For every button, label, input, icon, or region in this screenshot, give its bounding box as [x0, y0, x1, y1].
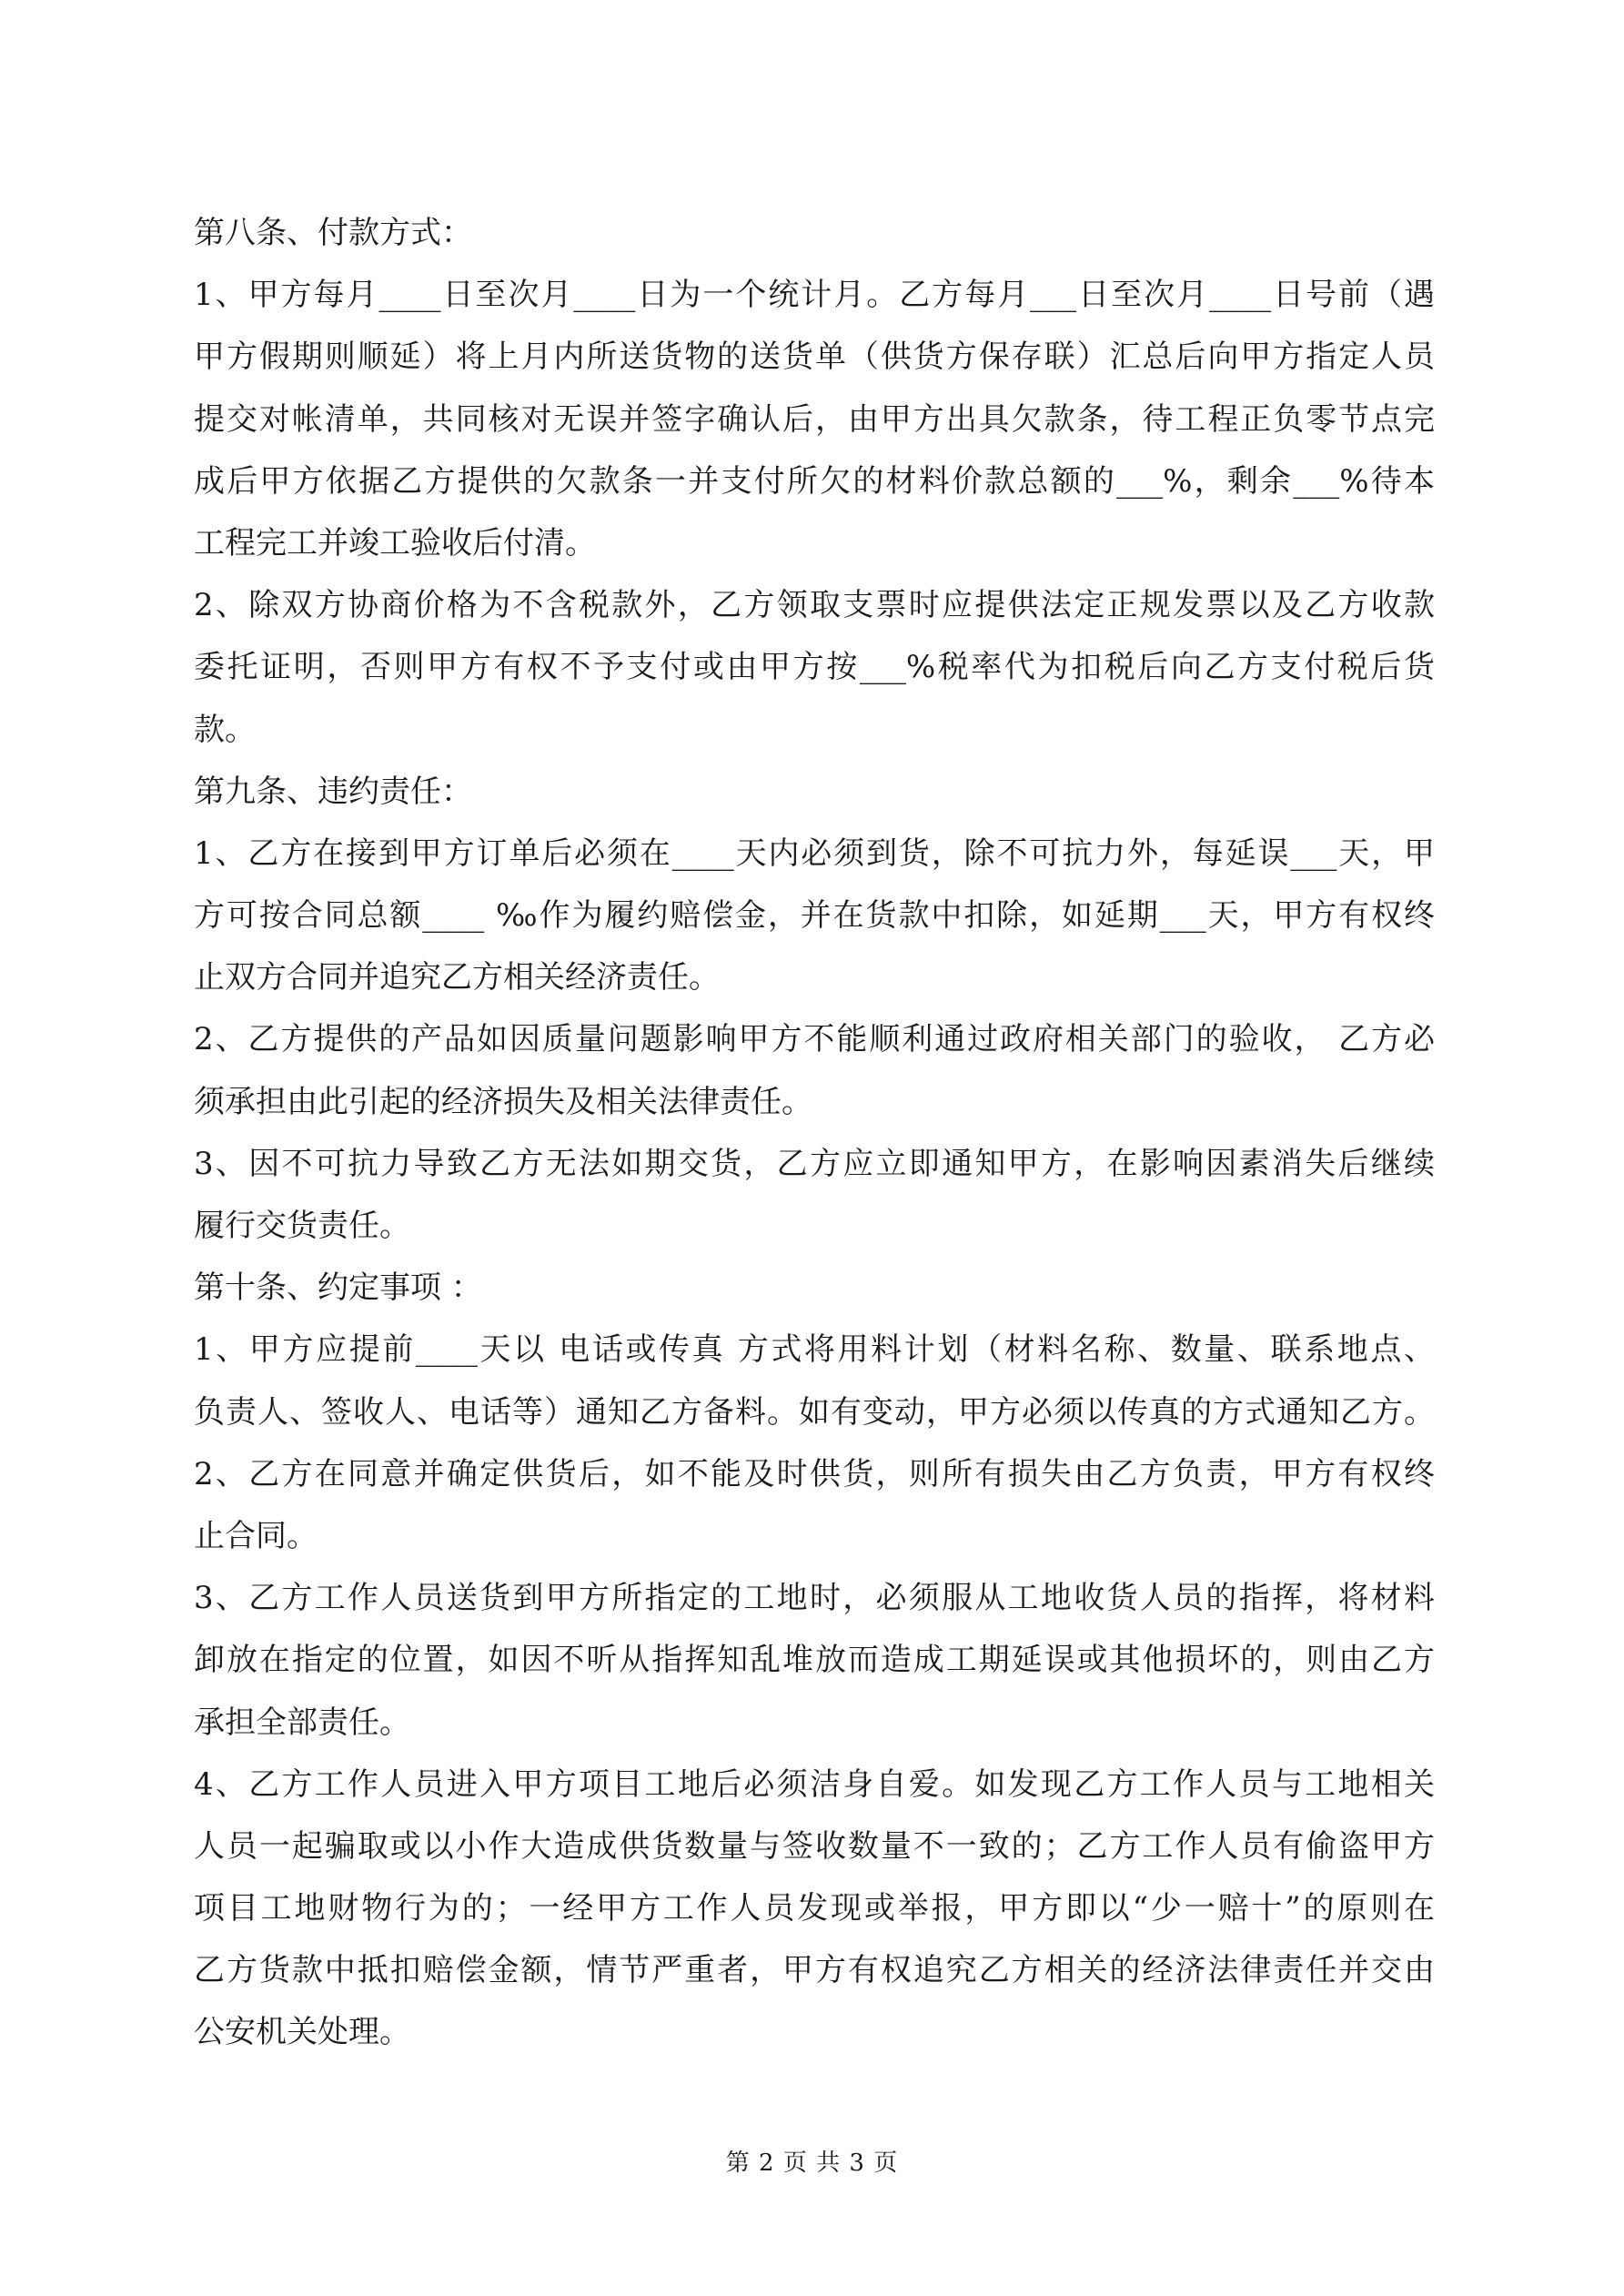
text-line: 款。: [194, 711, 256, 748]
text-line: 1、甲方应提前____天以 电话或传真 方式将用料计划（材料名称、数量、联系地点、: [194, 1331, 1435, 1369]
text-line: 2、除双方协商价格为不含税款外，乙方领取支票时应提供法定正规发票以及乙方收款: [194, 587, 1435, 624]
text-line: 负责人、签收人、电话等）通知乙方备料。如有变动，甲方必须以传真的方式通知乙方。: [194, 1393, 1435, 1431]
text-line: 第九条、违约责任：: [194, 773, 472, 810]
text-line: 第十条、约定事项 ：: [194, 1269, 482, 1307]
text-line: 止双方合同并追究乙方相关经济责任。: [194, 959, 720, 996]
text-line: 甲方假期则顺延）将上月内所送货物的送货单（供货方保存联）汇总后向甲方指定人员: [194, 339, 1435, 376]
text-line: 履行交货责任。: [194, 1208, 410, 1244]
text-line: 3、乙方工作人员送货到甲方所指定的工地时，必须服从工地收货人员的指挥，将材料: [194, 1580, 1435, 1617]
page-footer: 第 2 页 共 3 页: [725, 2149, 899, 2177]
text-line: 承担全部责任。: [194, 1704, 410, 1741]
text-line: 项目工地财物行为的；一经甲方工作人员发现或举报，甲方即以“少一赔十”的原则在: [194, 1890, 1435, 1927]
text-line: 止合同。: [194, 1517, 318, 1554]
text-line: 2、乙方提供的产品如因质量问题影响甲方不能顺利通过政府相关部门的验收， 乙方必: [194, 1021, 1435, 1058]
text-line: 卸放在指定的位置，如因不听从指挥知乱堆放而造成工期延误或其他损坏的，则由乙方: [194, 1642, 1435, 1679]
text-line: 第八条、付款方式：: [194, 215, 472, 251]
text-line: 1、甲方每月____日至次月____日为一个统计月。乙方每月___日至次月____日号前（遇: [194, 277, 1435, 314]
text-line: 人员一起骗取或以小作大造成供货数量与签收数量不一致的；乙方工作人员有偷盗甲方: [194, 1827, 1435, 1865]
text-line: 提交对帐清单，共同核对无误并签字确认后，由甲方出具欠款条，待工程正负零节点完: [194, 400, 1435, 438]
text-line: 工程完工并竣工验收后付清。: [194, 524, 596, 561]
text-line: 2、乙方在同意并确定供货后，如不能及时供货，则所有损失由乙方负责，甲方有权终: [194, 1455, 1435, 1492]
text-line: 1、乙方在接到甲方订单后必须在____天内必须到货，除不可抗力外，每延误___天，甲: [194, 834, 1435, 872]
contract-body: [194, 202, 1435, 2064]
text-line: 委托证明，否则甲方有权不予支付或由甲方按___%税率代为扣税后向乙方支付税后货: [194, 649, 1435, 686]
text-line: 须承担由此引起的经济损失及相关法律责任。: [194, 1083, 812, 1120]
text-line: 方可按合同总额____ ‰作为履约赔偿金，并在货款中扣除，如延期___天，甲方有权终: [194, 897, 1435, 935]
text-line: 3、因不可抗力导致乙方无法如期交货，乙方应立即通知甲方，在影响因素消失后继续: [194, 1145, 1435, 1182]
text-line: 公安机关处理。: [194, 2014, 410, 2051]
text-line: 乙方货款中抵扣赔偿金额，情节严重者，甲方有权追究乙方相关的经济法律责任并交由: [194, 1952, 1435, 1989]
text-line: 成后甲方依据乙方提供的欠款条一并支付所欠的材料价款总额的___%，剩余___%待本: [194, 462, 1435, 500]
text-line: 4、乙方工作人员进入甲方项目工地后必须洁身自爱。如发现乙方工作人员与工地相关: [194, 1765, 1435, 1803]
